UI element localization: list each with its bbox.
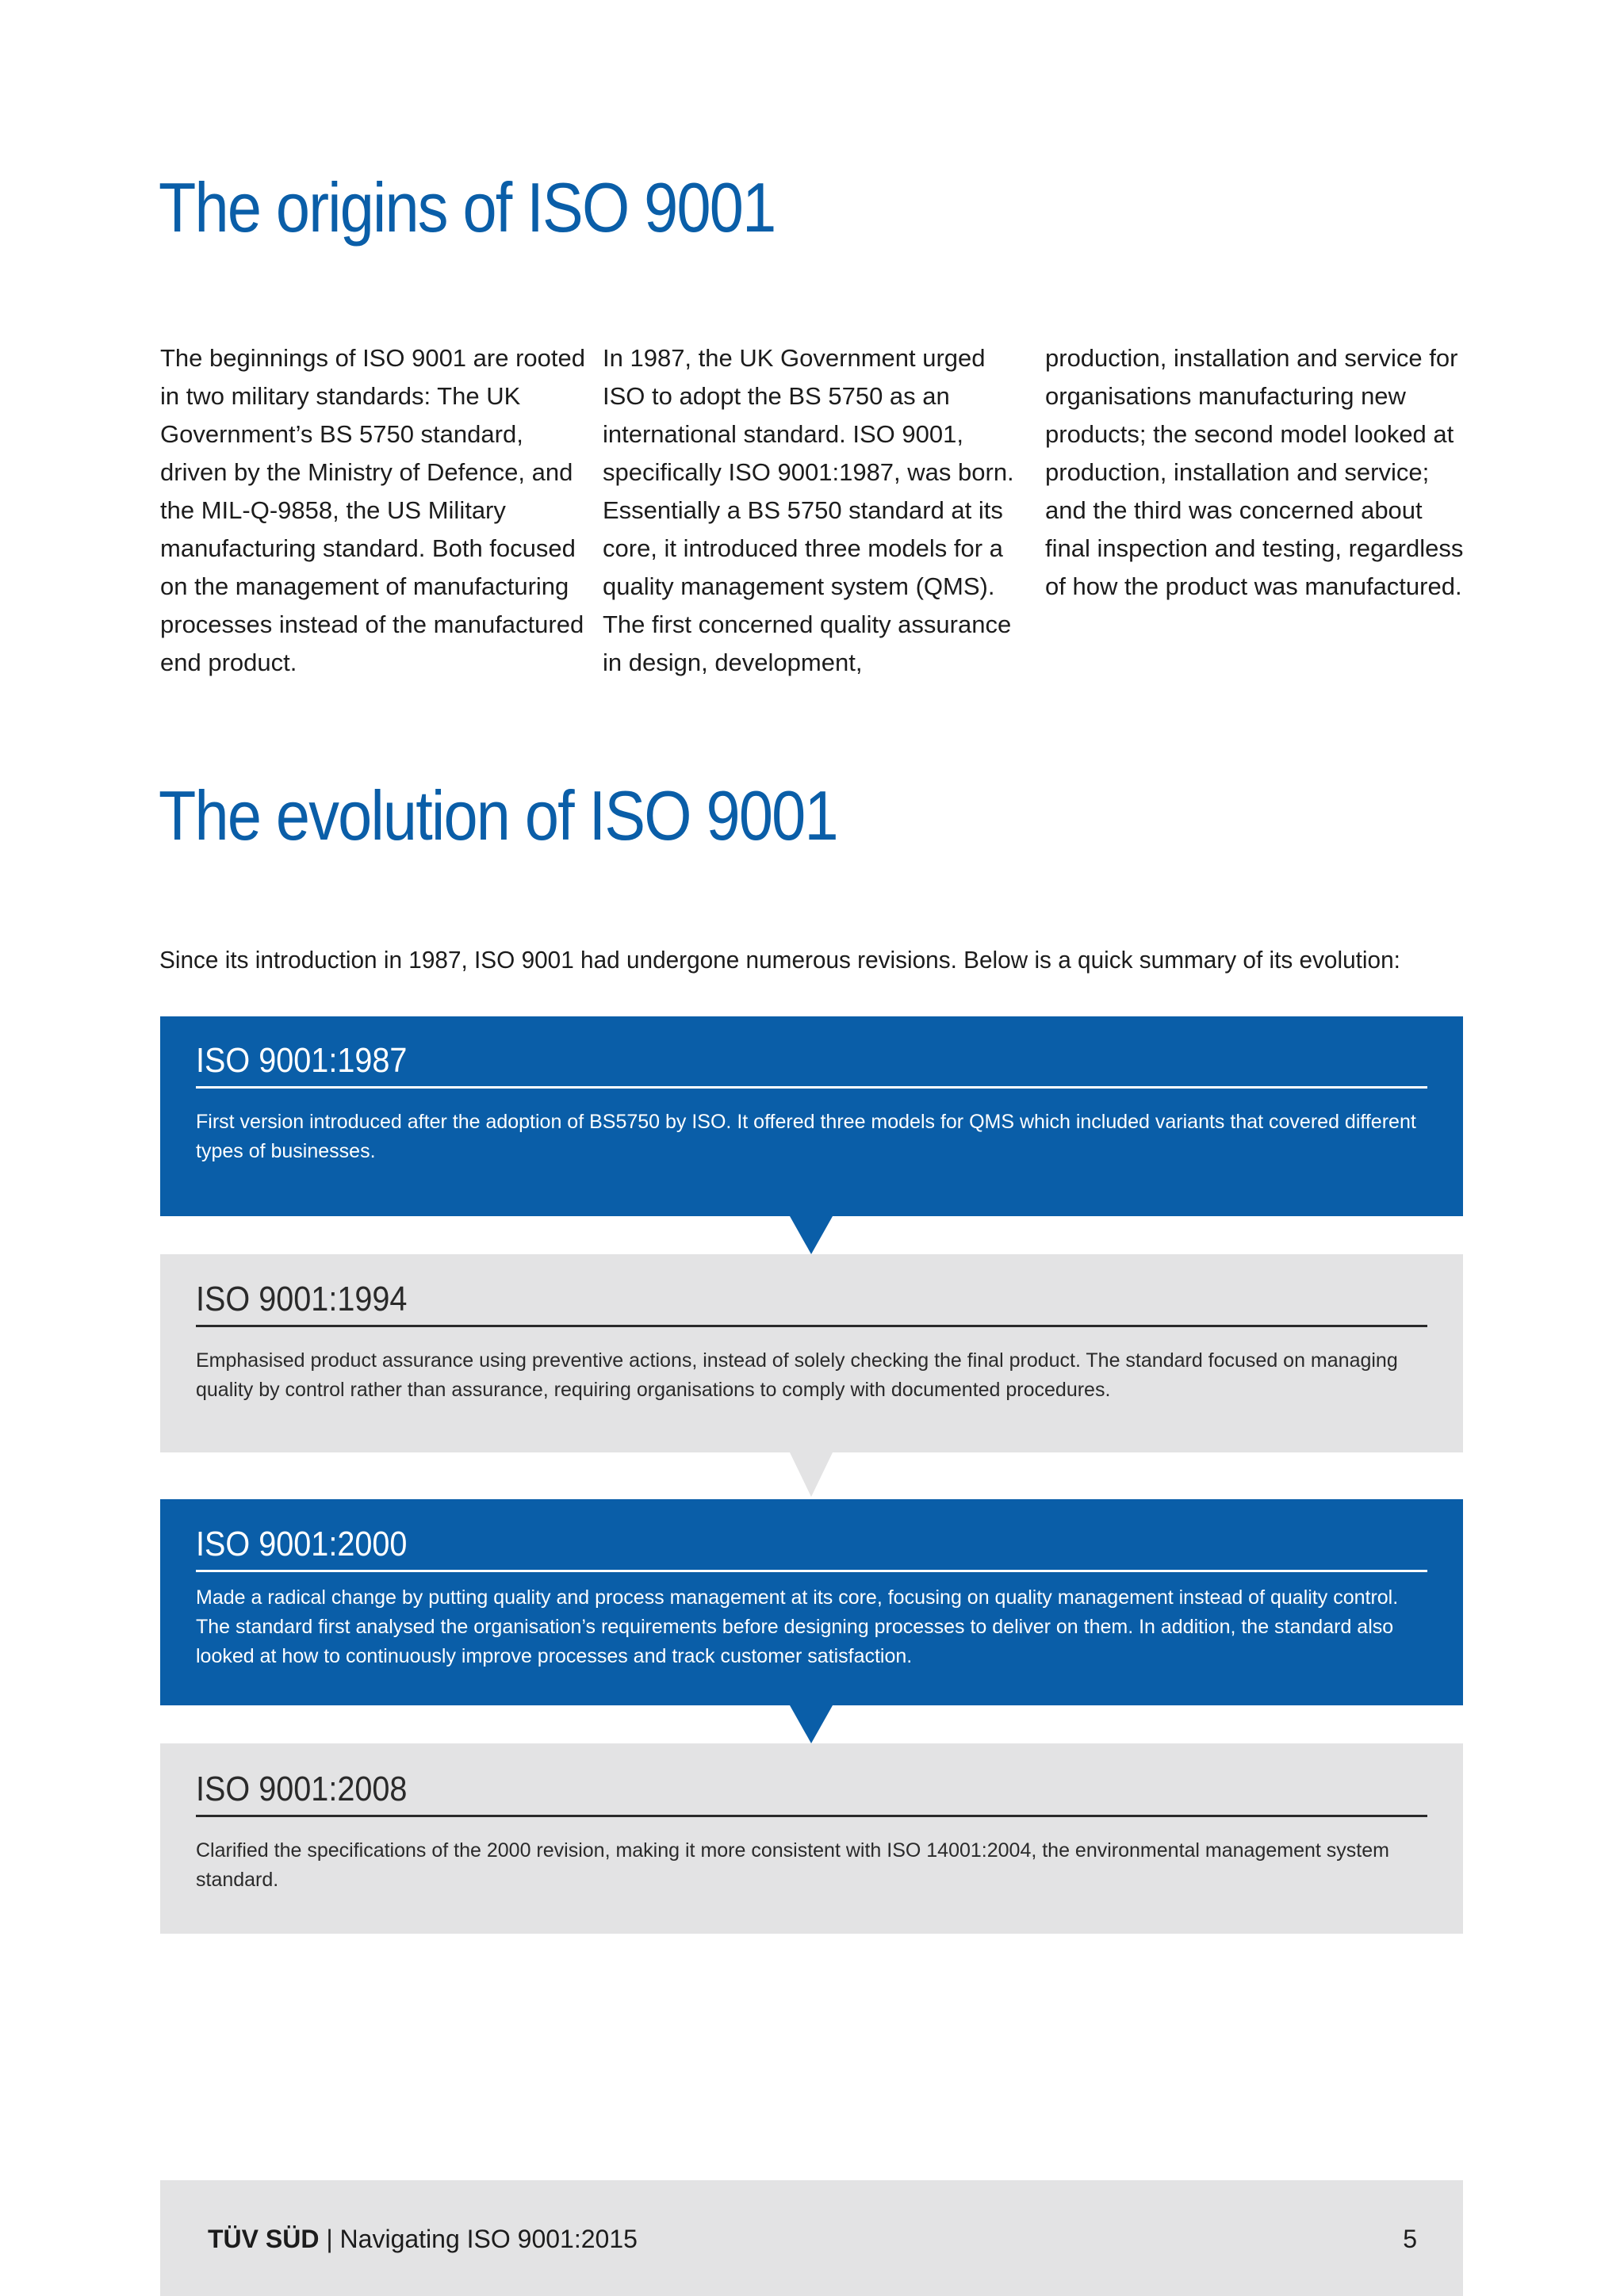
version-description: Made a radical change by putting quality and process management at its core, focusing on quality management instead of quality control. The standard first analysed the organisation’s requirements before designing processes to deliver on them. In addition, the standard also looked at how to continuously improve processes and track customer satisfaction. <box>196 1586 1399 1667</box>
origins-column-1 <box>160 339 588 682</box>
version-title: ISO 9001:1994 <box>196 1280 408 1318</box>
title-underline <box>196 1086 1427 1089</box>
version-box-1994 <box>160 1254 1463 1452</box>
version-title: ISO 9001:2008 <box>196 1770 408 1808</box>
version-title: ISO 9001:1987 <box>196 1041 408 1080</box>
page-number: 5 <box>1403 2225 1417 2253</box>
page-footer <box>160 2180 1463 2296</box>
section-title-evolution: The evolution of ISO 9001 <box>159 776 837 855</box>
origins-column-3 <box>1045 339 1473 606</box>
title-underline <box>196 1815 1427 1817</box>
footer-brand-line <box>208 2226 638 2252</box>
section-title-origins: The origins of ISO 9001 <box>159 168 776 247</box>
version-box-2000 <box>160 1499 1463 1705</box>
title-underline <box>196 1570 1427 1572</box>
down-arrow-icon <box>790 1705 833 1743</box>
version-title: ISO 9001:2000 <box>196 1525 408 1563</box>
version-description: Clarified the specifications of the 2000 revision, making it more consistent with ISO 14001:2004, the environmental management system standard. <box>196 1839 1389 1891</box>
version-box-1987 <box>160 1016 1463 1216</box>
title-underline <box>196 1325 1427 1327</box>
version-description: First version introduced after the adoption of BS5750 by ISO. It offered three models for QMS which included variants that covered different types of businesses. <box>196 1111 1416 1162</box>
footer-separator: | <box>319 2225 340 2253</box>
down-arrow-icon <box>790 1452 833 1497</box>
origins-column-2 <box>603 339 1031 682</box>
version-box-2008 <box>160 1743 1463 1934</box>
origins-paragraph-3: production, installation and service for organisations manufacturing new products; the second model looked at production, installation and service; and the third was concerned about final inspection and testing, regardless of how the product was manufactured. <box>1045 344 1464 600</box>
publication-title: Navigating ISO 9001:2015 <box>339 2225 638 2253</box>
brand-name: TÜV SÜD <box>208 2225 320 2253</box>
down-arrow-icon <box>790 1216 833 1254</box>
origins-paragraph-2: In 1987, the UK Government urged ISO to adopt the BS 5750 as an international standard. ISO 9001, specifically ISO 9001:1987, was born. Essentially a BS 5750 standard at its core, it introduced three models for a quality management system (QMS). The first concerned quality assurance in design, development, <box>603 344 1014 676</box>
origins-paragraph-1: The beginnings of ISO 9001 are rooted in two military standards: The UK Government’s BS 5750 standard, driven by the Ministry of Defence, and the MIL-Q-9858, the US Military manufacturing standard. Both focused on the management of manufacturing processes instead of the manufactured end product. <box>160 344 585 676</box>
evolution-intro: Since its introduction in 1987, ISO 9001 had undergone numerous revisions. Below is a quick summary of its evolution: <box>159 946 1400 974</box>
version-description: Emphasised product assurance using preventive actions, instead of solely checking the final product. The standard focused on managing quality by control rather than assurance, requiring organisations to comply with documented procedures. <box>196 1349 1398 1401</box>
